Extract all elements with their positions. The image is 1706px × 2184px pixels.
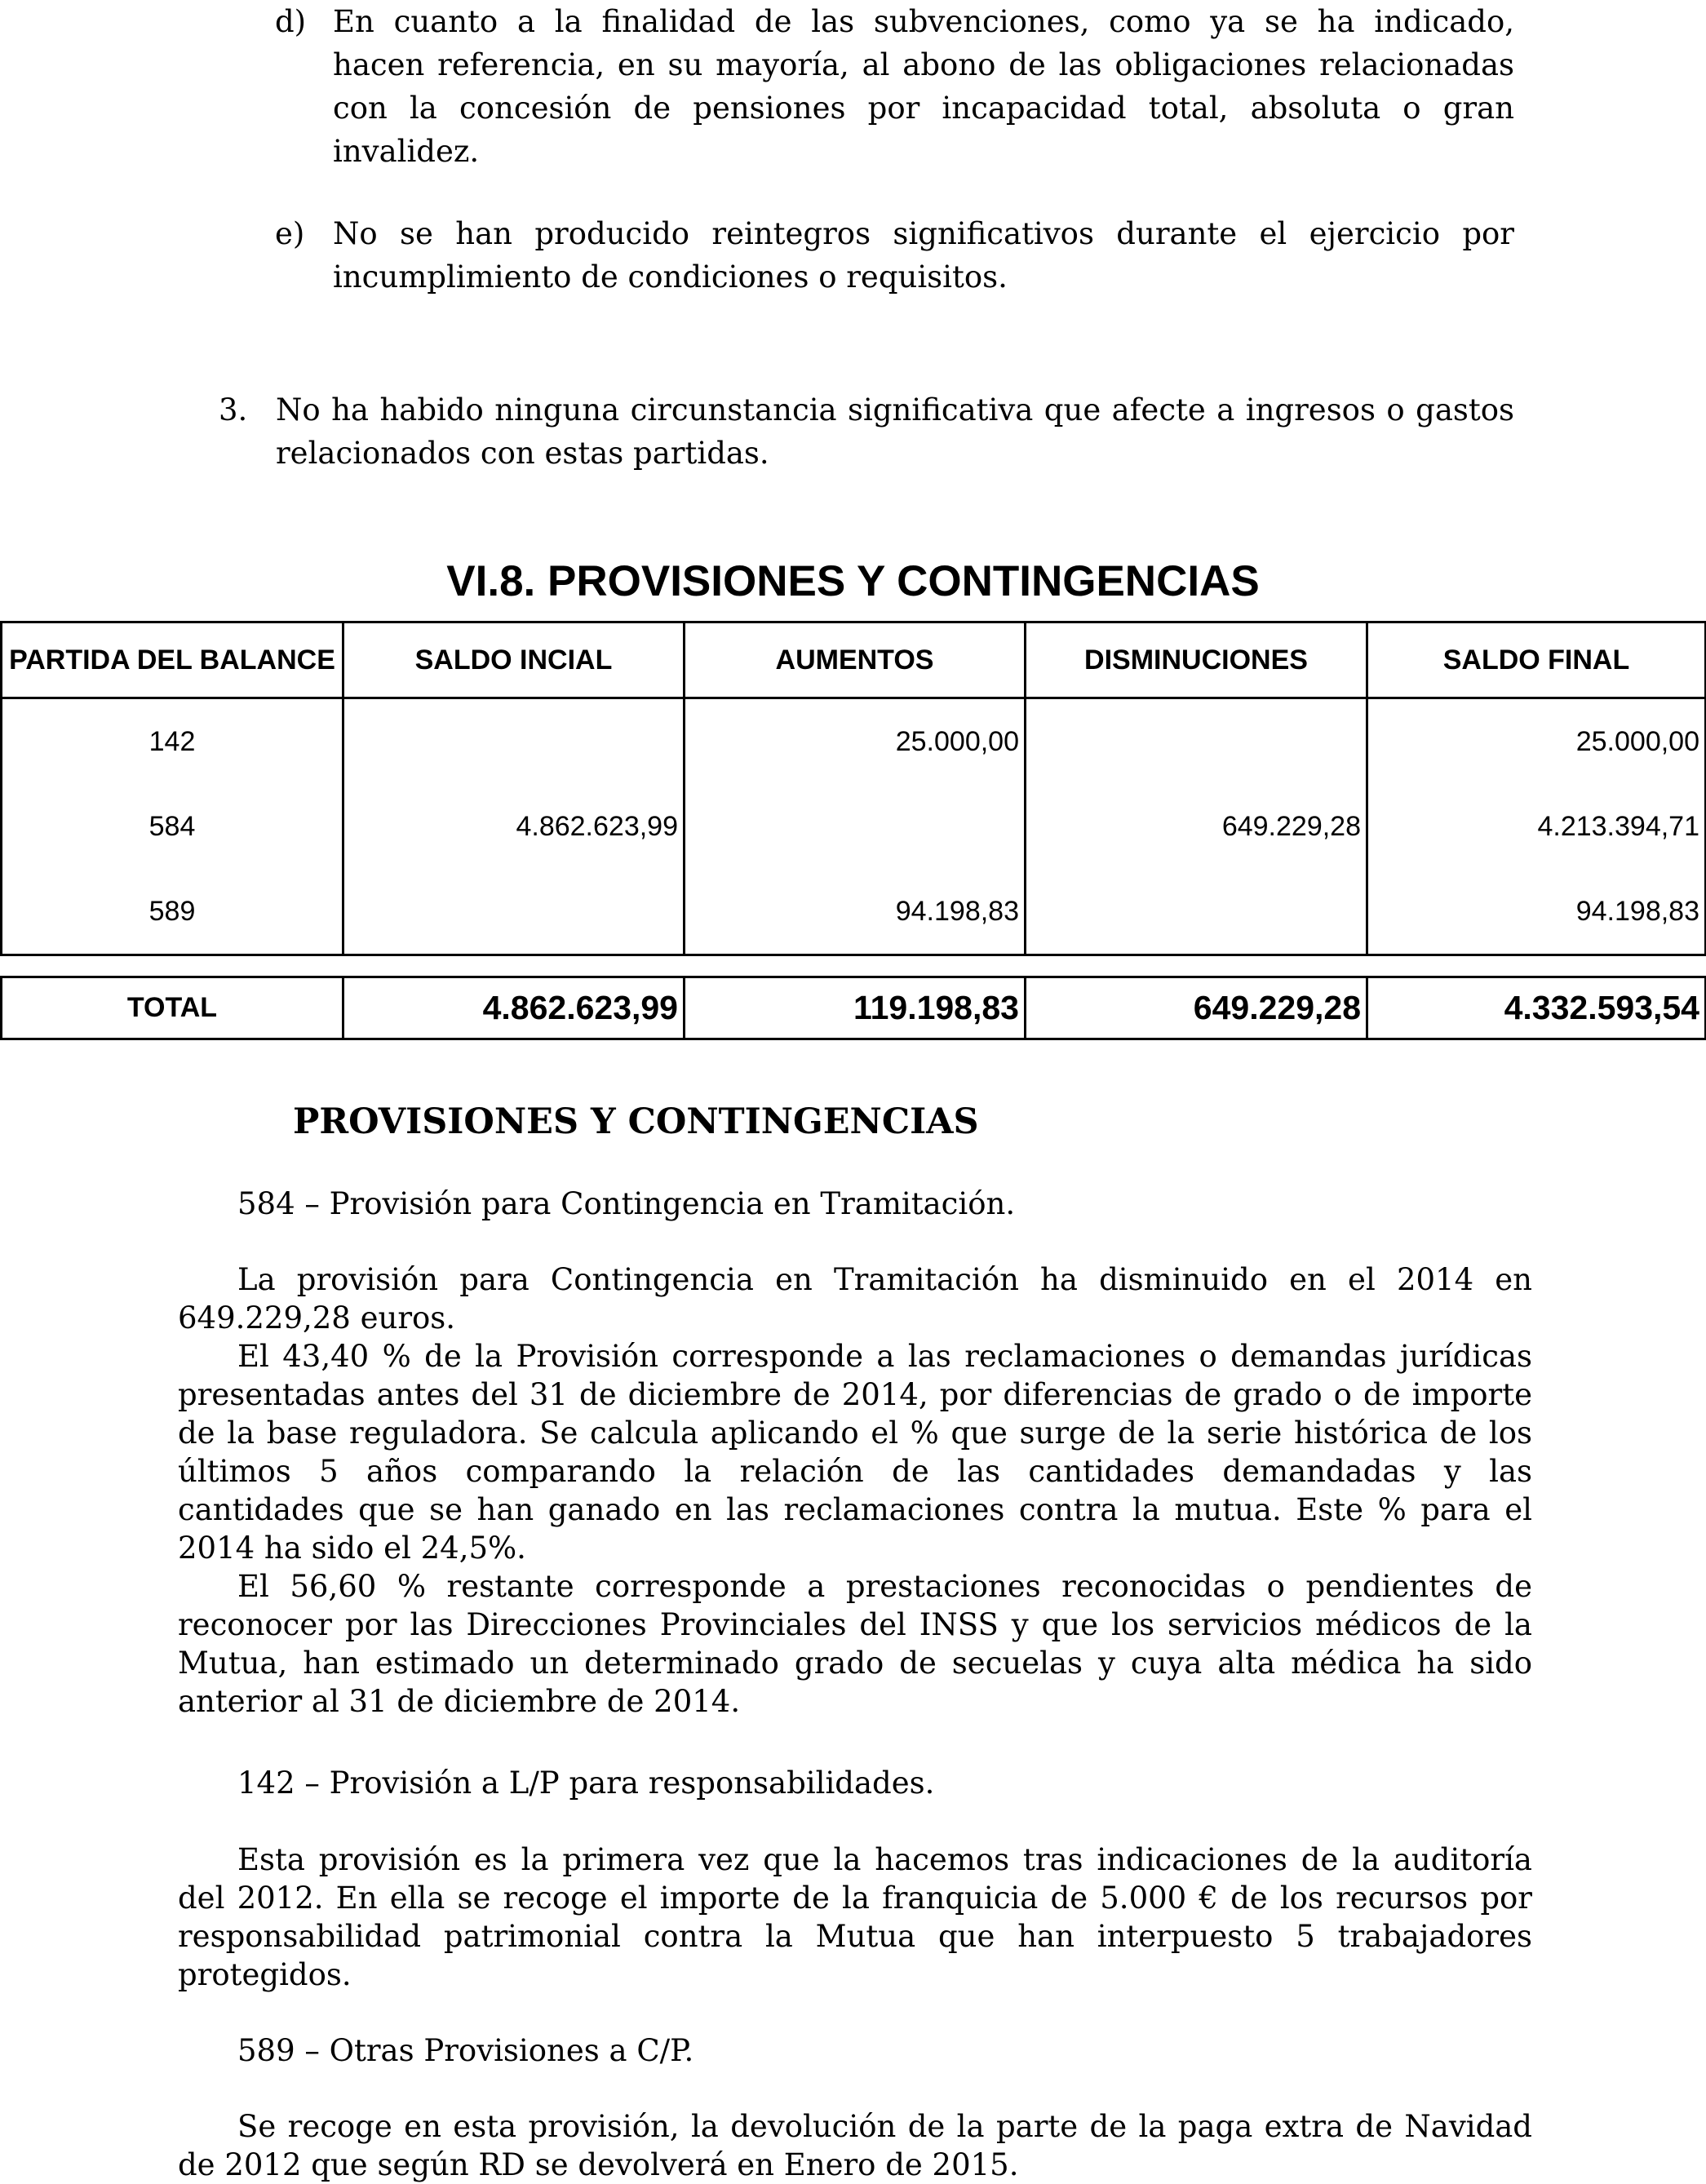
text-line: En cuanto a la finalidad de las subvenciones, como ya se ha indicado, [333, 4, 1514, 39]
total-cell: 119.198,83 [685, 977, 1026, 1039]
list-marker: d) [275, 4, 307, 39]
text-line: incumplimiento de condiciones o requisitos. [333, 259, 1008, 295]
paragraph [178, 1260, 1532, 1337]
table-cell [1026, 698, 1367, 785]
text-line: responsabilidad patrimonial contra la Mutua que han interpuesto 5 trabajadores [178, 1919, 1532, 1954]
text-line: reconocer por las Direcciones Provinciales del INSS y que los servicios médicos de la [178, 1607, 1532, 1642]
table-cell: 4.862.623,99 [343, 784, 685, 869]
table-cell: 94.198,83 [685, 869, 1026, 955]
text-line: No se han producido reintegros significativos durante el ejercicio por [333, 216, 1514, 251]
table-cell: 4.213.394,71 [1367, 784, 1706, 869]
paragraph [178, 2107, 1532, 2184]
text-line: El 56,60 % restante corresponde a prestaciones reconocidas o pendientes de [237, 1569, 1532, 1604]
table-title: VI.8. PROVISIONES Y CONTINGENCIAS [446, 557, 1260, 605]
header-saldo-inicial: SALDO INCIAL [343, 622, 685, 698]
table-row [2, 698, 1706, 785]
list-item-text [333, 212, 1514, 299]
list-item-text [276, 388, 1514, 475]
table-cell: 94.198,83 [1367, 869, 1706, 955]
provisions-table [0, 621, 1706, 956]
table-row [2, 869, 1706, 955]
text-line: Mutua, han estimado un determinado grado de secuelas y cuya alta médica ha sido [178, 1646, 1532, 1681]
paragraph [178, 1337, 1532, 1567]
total-cell: 649.229,28 [1026, 977, 1367, 1039]
text-line: de la base reguladora. Se calcula aplicando el % que surge de la serie histórica de los [178, 1415, 1532, 1451]
header-aumentos: AUMENTOS [685, 622, 1026, 698]
paragraph [178, 1841, 1532, 1994]
text-line: Esta provisión es la primera vez que la hacemos tras indicaciones de la auditoría [237, 1842, 1532, 1877]
subsection-title-142: 142 – Provisión a L/P para responsabilidades. [237, 1765, 935, 1801]
header-disminuciones: DISMINUCIONES [1026, 622, 1367, 698]
table-cell: 649.229,28 [1026, 784, 1367, 869]
list-marker: 3. [219, 392, 248, 427]
paragraph [178, 1567, 1532, 1721]
text-line: últimos 5 años comparando la relación de las cantidades demandadas y las [178, 1454, 1532, 1489]
subsection-title-589: 589 – Otras Provisiones a C/P. [237, 2033, 694, 2068]
list-marker: e) [275, 216, 305, 251]
text-line: anterior al 31 de diciembre de 2014. [178, 1684, 741, 1719]
text-line: 2014 ha sido el 24,5%. [178, 1531, 526, 1566]
text-line: Se recoge en esta provisión, la devolución de la parte de la paga extra de Navidad [237, 2109, 1532, 2144]
text-line: presentadas antes del 31 de diciembre de 2014, por diferencias de grado o de importe [178, 1377, 1532, 1412]
total-label: TOTAL [2, 977, 343, 1039]
table-cell [685, 784, 1026, 869]
table-cell [343, 698, 685, 785]
text-line: protegidos. [178, 1957, 352, 1992]
total-cell: 4.332.593,54 [1367, 977, 1706, 1039]
total-cell: 4.862.623,99 [343, 977, 685, 1039]
subsection-title-584: 584 – Provisión para Contingencia en Tramitación. [237, 1186, 1016, 1221]
table-cell: 584 [2, 784, 343, 869]
text-line: de 2012 que según RD se devolverá en Enero de 2015. [178, 2147, 1019, 2182]
total-table [0, 976, 1706, 1040]
text-line: relacionados con estas partidas. [276, 436, 769, 471]
table-row [2, 784, 1706, 869]
header-saldo-final: SALDO FINAL [1367, 622, 1706, 698]
text-line: No ha habido ninguna circunstancia significativa que afecte a ingresos o gastos [276, 392, 1514, 427]
table-header-row [2, 622, 1706, 698]
text-line: con la concesión de pensiones por incapacidad total, absoluta o gran [333, 91, 1514, 126]
table-cell: 142 [2, 698, 343, 785]
text-line: cantidades que se han ganado en las reclamaciones contra la mutua. Este % para el [178, 1492, 1532, 1527]
text-line: hacen referencia, en su mayoría, al abono de las obligaciones relacionadas [333, 47, 1514, 82]
table-cell: 589 [2, 869, 343, 955]
table-cell: 25.000,00 [1367, 698, 1706, 785]
table-cell [1026, 869, 1367, 955]
text-line: del 2012. En ella se recoge el importe de la franquicia de 5.000 € de los recursos por [178, 1881, 1532, 1916]
text-line: El 43,40 % de la Provisión corresponde a las reclamaciones o demandas jurídicas [237, 1339, 1532, 1374]
text-line: La provisión para Contingencia en Tramitación ha disminuido en el 2014 en [237, 1262, 1532, 1297]
header-partida: PARTIDA DEL BALANCE [2, 622, 343, 698]
list-item-text [333, 0, 1514, 173]
text-line: invalidez. [333, 134, 480, 169]
section-heading: PROVISIONES Y CONTINGENCIAS [293, 1101, 979, 1142]
table-cell: 25.000,00 [685, 698, 1026, 785]
total-row [2, 977, 1706, 1039]
table-cell [343, 869, 685, 955]
text-line: 649.229,28 euros. [178, 1300, 456, 1336]
